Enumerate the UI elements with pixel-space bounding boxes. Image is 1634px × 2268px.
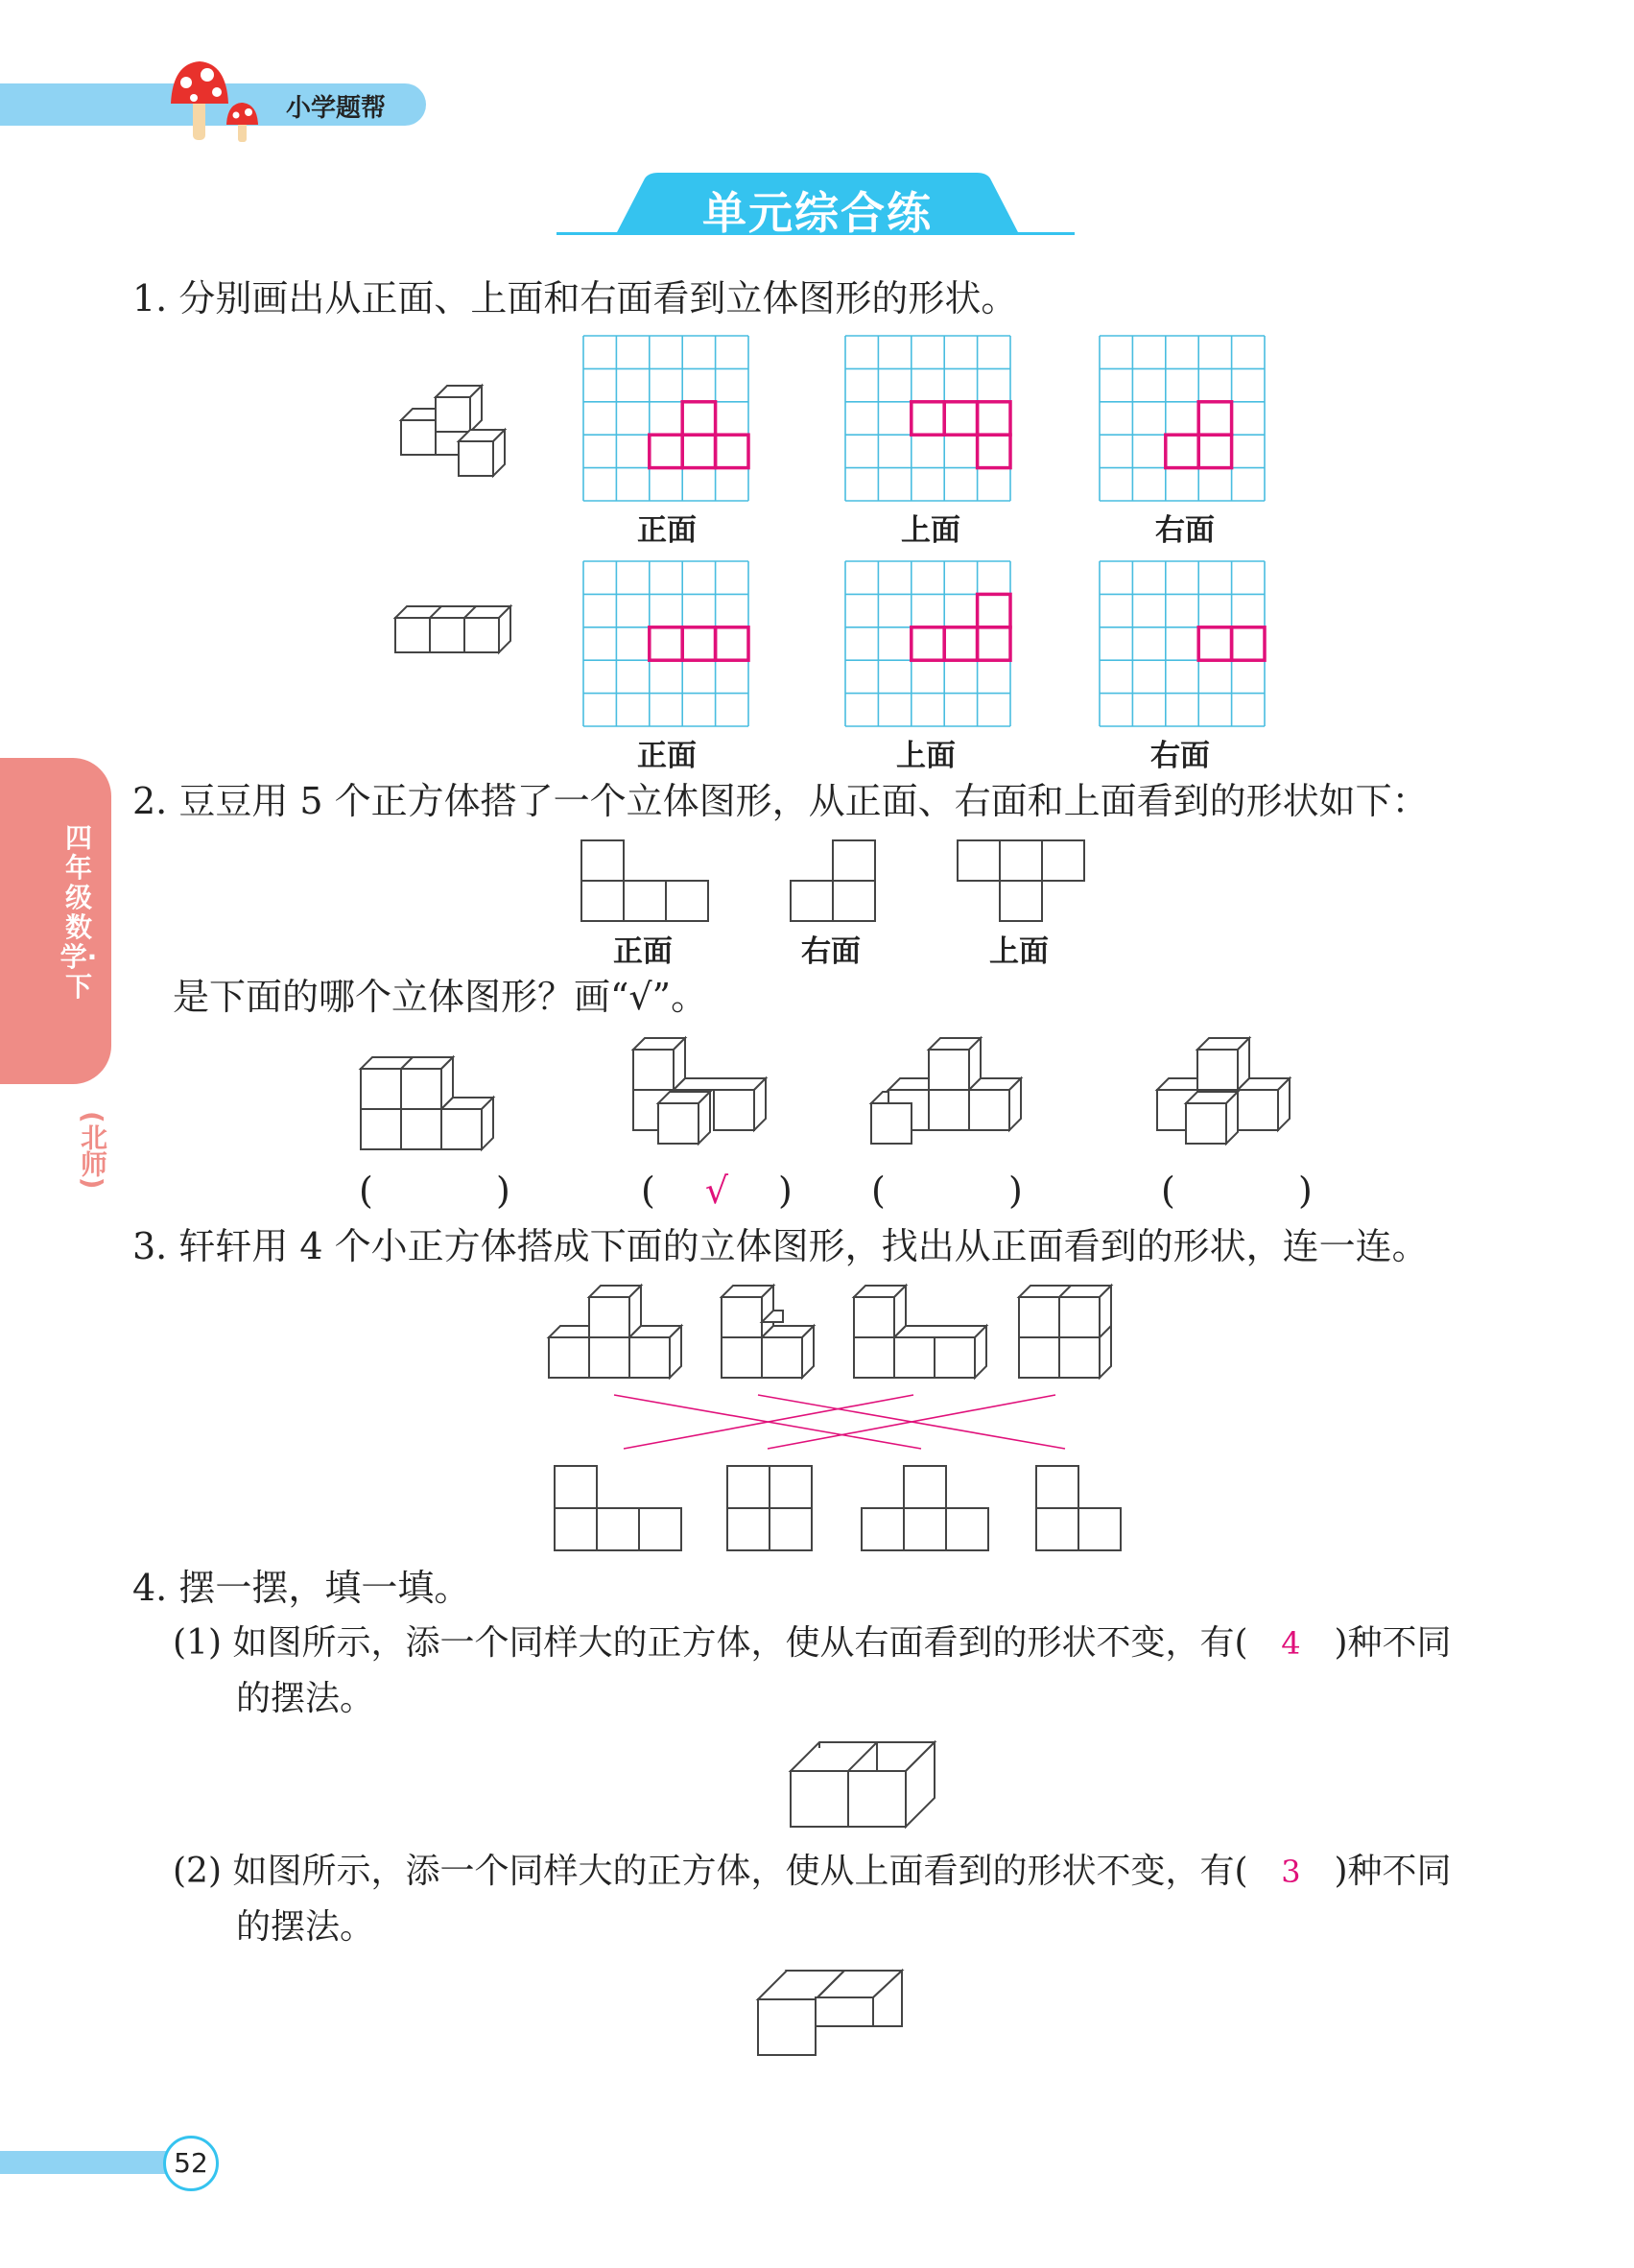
side-tab-grade: 四年级数学·下 bbox=[59, 822, 98, 1003]
q2-choice-b[interactable] bbox=[641, 1169, 794, 1213]
q2-choice-c[interactable] bbox=[871, 1169, 1025, 1213]
answer-cell bbox=[978, 627, 1010, 660]
answer-cell bbox=[978, 402, 1010, 435]
answer-cell bbox=[716, 627, 748, 660]
q2-label-right: 右面 bbox=[801, 934, 861, 969]
answer-cell bbox=[650, 435, 682, 467]
close-paren: ) bbox=[496, 1169, 510, 1212]
answer-cell bbox=[912, 402, 944, 435]
answer-cell bbox=[1198, 435, 1231, 467]
q2-label-front: 正面 bbox=[613, 934, 673, 969]
q3-solid-1 bbox=[545, 1280, 699, 1387]
answer-cell bbox=[1232, 627, 1265, 660]
q1-grid-front-2 bbox=[582, 560, 749, 727]
q2-choice-b-mark: √ bbox=[704, 1169, 729, 1212]
q3-solid-2 bbox=[718, 1280, 833, 1387]
q4-part1-text-b: )种不同 bbox=[1334, 1623, 1452, 1663]
q2-view-front bbox=[580, 839, 710, 925]
close-paren: ) bbox=[1008, 1169, 1023, 1212]
q3-view-1 bbox=[553, 1464, 683, 1552]
q2-text: 2. 豆豆用 5 个正方体搭了一个立体图形，从正面、右面和上面看到的形状如下： bbox=[132, 780, 1429, 822]
open-paren: ( bbox=[871, 1169, 886, 1212]
side-tab-edition: (北师) bbox=[77, 1111, 108, 1190]
q4-part2-text-a: (2) 如图所示，添一个同样大的正方体，使从上面看到的形状不变，有( bbox=[173, 1852, 1248, 1891]
close-paren: ) bbox=[778, 1169, 793, 1212]
q3-solid-3 bbox=[850, 1280, 1004, 1387]
close-paren: ) bbox=[1298, 1169, 1313, 1212]
q3-view-4 bbox=[1034, 1464, 1123, 1552]
q2-option-a bbox=[357, 1042, 510, 1157]
q4-part2-line2: 的摆法。 bbox=[236, 1907, 375, 1947]
section-title: 单元综合练 bbox=[702, 187, 933, 239]
q3-view-3 bbox=[860, 1464, 990, 1552]
q1-grid-front-1 bbox=[582, 335, 749, 502]
q2-view-right bbox=[789, 839, 877, 925]
q1-label-right-1: 右面 bbox=[1155, 513, 1215, 548]
answer-cell bbox=[978, 594, 1010, 626]
q4-part1-solid bbox=[787, 1733, 950, 1838]
q1-grid-right-2 bbox=[1099, 560, 1266, 727]
answer-cell bbox=[1198, 402, 1231, 435]
q1-label-right-2: 右面 bbox=[1150, 739, 1210, 773]
q2-view-top bbox=[956, 839, 1086, 925]
q4-part1-line2: 的摆法。 bbox=[236, 1679, 375, 1718]
q1-label-top-1: 上面 bbox=[901, 513, 960, 548]
answer-cell bbox=[944, 627, 977, 660]
answer-cell bbox=[650, 627, 682, 660]
answer-cell bbox=[716, 435, 748, 467]
q4-part1-text-a: (1) 如图所示，添一个同样大的正方体，使从右面看到的形状不变，有( bbox=[173, 1623, 1248, 1663]
q1-label-top-2: 上面 bbox=[896, 739, 956, 773]
brand-title: 小学题帮 bbox=[286, 94, 387, 123]
q2-prompt: 是下面的哪个立体图形？画“√”。 bbox=[173, 976, 708, 1018]
open-paren: ( bbox=[641, 1169, 655, 1212]
q2-choice-d[interactable] bbox=[1161, 1169, 1314, 1213]
page-number-badge bbox=[163, 2136, 219, 2191]
q3-solid-4 bbox=[1015, 1280, 1130, 1387]
q4-part2-solid bbox=[754, 1961, 917, 2067]
q3-text: 3. 轩轩用 4 个小正方体搭成下面的立体图形，找出从正面看到的形状，连一连。 bbox=[132, 1225, 1429, 1267]
q1-label-front-2: 正面 bbox=[637, 739, 697, 773]
q4-part1-answer[interactable]: 4 bbox=[1281, 1625, 1301, 1662]
answer-cell bbox=[978, 435, 1010, 467]
answer-cell bbox=[682, 627, 715, 660]
q3-connecting-lines bbox=[576, 1389, 1094, 1456]
q4-part2-text-b: )种不同 bbox=[1334, 1852, 1452, 1891]
q1-label-front-1: 正面 bbox=[637, 513, 697, 548]
q1-grid-top-2 bbox=[844, 560, 1011, 727]
q1-text: 1. 分别画出从正面、上面和右面看到立体图形的形状。 bbox=[132, 277, 1018, 319]
q4-part2-line1 bbox=[173, 1850, 1452, 1894]
q1-grid-right-1 bbox=[1099, 335, 1266, 502]
answer-cell bbox=[682, 402, 715, 435]
answer-cell bbox=[1198, 627, 1231, 660]
q2-option-b bbox=[629, 1032, 783, 1157]
q1-shape1-solid bbox=[393, 384, 518, 480]
q3-view-2 bbox=[725, 1464, 814, 1552]
q4-part2-answer[interactable]: 3 bbox=[1281, 1854, 1301, 1890]
answer-cell bbox=[912, 627, 944, 660]
open-paren: ( bbox=[1161, 1169, 1175, 1212]
q4-part1-line1 bbox=[173, 1621, 1452, 1666]
answer-cell bbox=[1166, 435, 1198, 467]
q2-option-d bbox=[1157, 1032, 1320, 1157]
q2-choice-a[interactable] bbox=[359, 1169, 512, 1213]
page-number: 52 bbox=[174, 2147, 208, 2179]
q2-option-c bbox=[867, 1032, 1030, 1157]
answer-cell bbox=[682, 435, 715, 467]
open-paren: ( bbox=[359, 1169, 373, 1212]
answer-cell bbox=[944, 402, 977, 435]
q1-shape2-solid bbox=[391, 601, 526, 668]
q1-grid-top-1 bbox=[844, 335, 1011, 502]
q4-text: 4. 摆一摆，填一填。 bbox=[132, 1567, 471, 1609]
q2-label-top: 上面 bbox=[989, 934, 1049, 969]
mushroom-icon bbox=[163, 56, 278, 147]
